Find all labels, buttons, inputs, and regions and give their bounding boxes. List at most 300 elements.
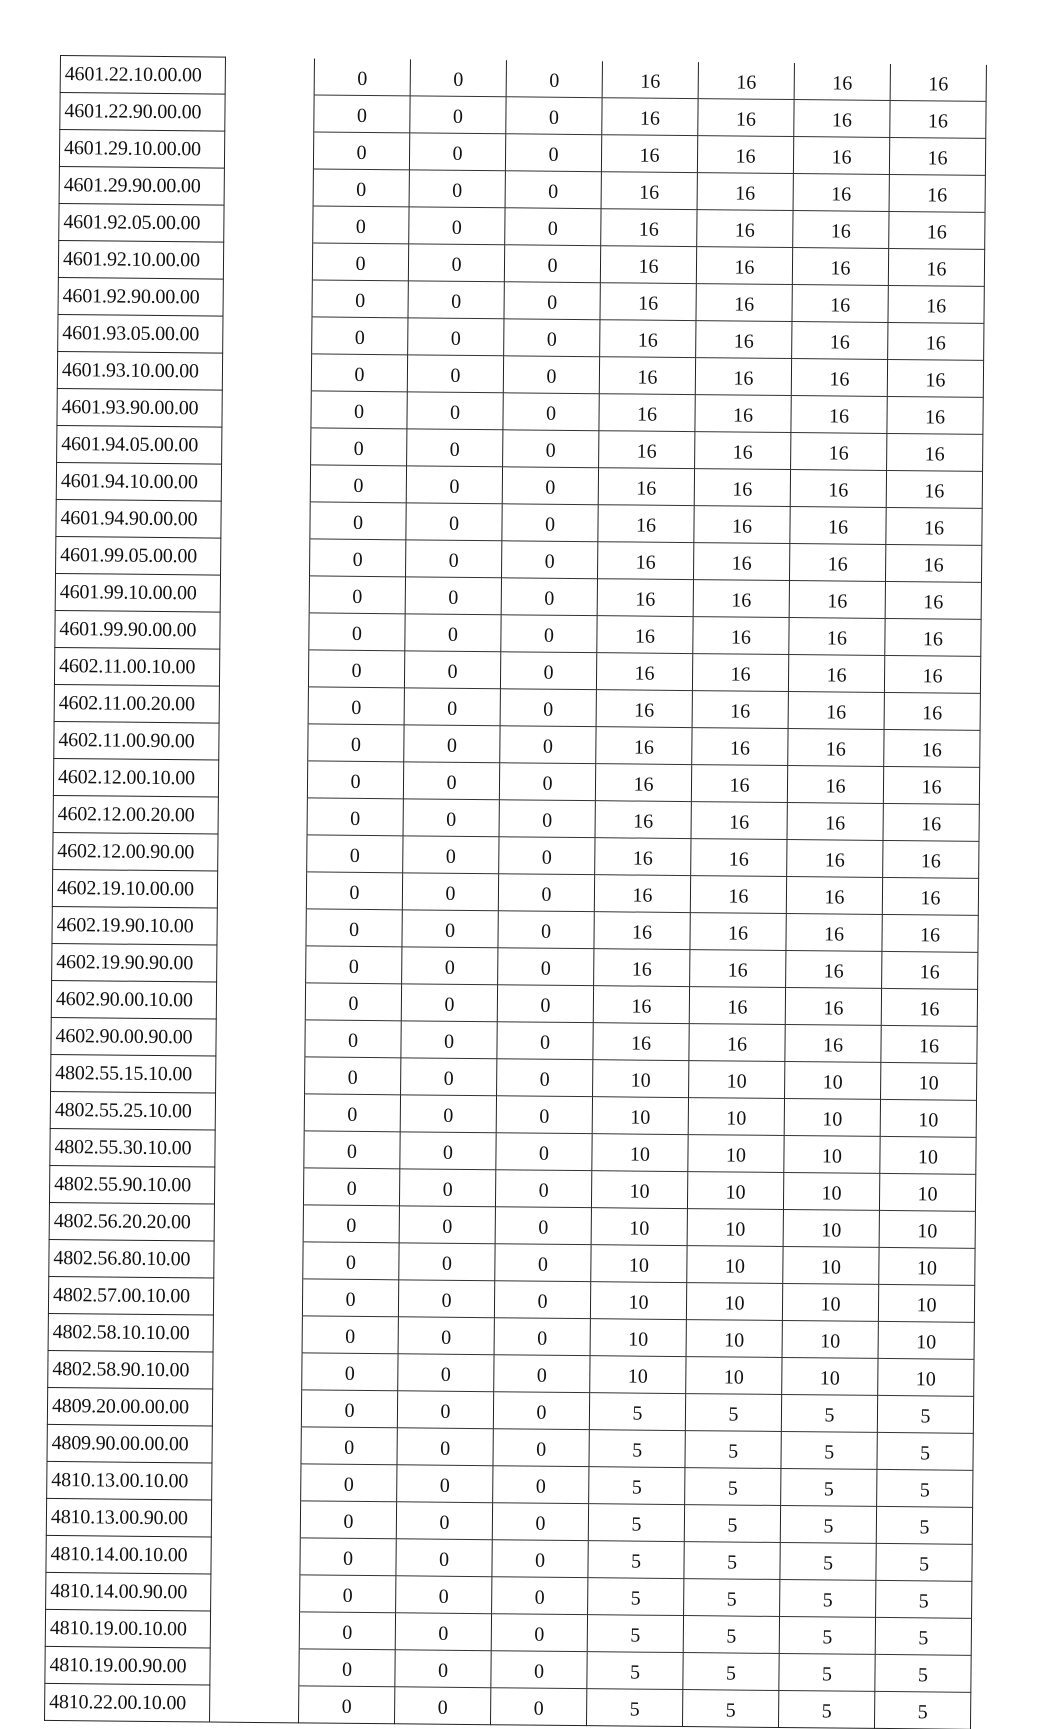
rate-cell: 16 bbox=[692, 727, 788, 765]
rate-cell: 16 bbox=[885, 581, 981, 619]
rate-cell: 16 bbox=[597, 615, 693, 653]
rate-cell: 5 bbox=[588, 1577, 684, 1615]
blank-cell bbox=[219, 649, 308, 687]
blank-cell bbox=[215, 1093, 304, 1131]
rate-cell: 0 bbox=[399, 1168, 495, 1206]
rate-cell: 0 bbox=[299, 1648, 395, 1686]
tariff-code-cell: 4602.19.90.90.00 bbox=[52, 943, 217, 982]
rate-cell: 16 bbox=[787, 839, 883, 877]
tariff-code-cell: 4601.29.10.00.00 bbox=[59, 129, 224, 168]
rate-cell: 5 bbox=[588, 1503, 684, 1541]
blank-cell bbox=[221, 501, 310, 539]
rate-cell: 5 bbox=[780, 1542, 876, 1580]
rate-cell: 16 bbox=[789, 617, 885, 655]
blank-cell bbox=[222, 390, 311, 428]
rate-cell: 5 bbox=[684, 1578, 780, 1616]
rate-cell: 0 bbox=[399, 1205, 495, 1243]
rate-cell: 16 bbox=[694, 505, 790, 543]
rate-cell: 16 bbox=[601, 208, 697, 246]
tariff-code-cell: 4601.92.10.00.00 bbox=[58, 240, 223, 279]
rate-cell: 16 bbox=[887, 396, 983, 434]
rate-cell: 0 bbox=[404, 650, 500, 688]
rate-cell: 5 bbox=[587, 1614, 683, 1652]
rate-cell: 16 bbox=[697, 135, 793, 173]
rate-cell: 0 bbox=[304, 1130, 400, 1168]
tariff-code-cell: 4601.99.05.00.00 bbox=[56, 536, 221, 575]
rate-cell: 0 bbox=[303, 1241, 399, 1279]
rate-cell: 0 bbox=[404, 687, 500, 725]
rate-cell: 16 bbox=[695, 431, 791, 469]
rate-cell: 5 bbox=[876, 1580, 972, 1618]
blank-cell bbox=[216, 1056, 305, 1094]
rate-cell: 16 bbox=[786, 913, 882, 951]
blank-cell bbox=[223, 242, 312, 280]
rate-cell: 0 bbox=[300, 1500, 396, 1538]
rate-cell: 16 bbox=[785, 1024, 881, 1062]
blank-cell bbox=[217, 945, 306, 983]
rate-cell: 16 bbox=[790, 469, 886, 507]
rate-cell: 10 bbox=[783, 1172, 879, 1210]
rate-cell: 0 bbox=[502, 466, 598, 504]
rate-cell: 16 bbox=[887, 359, 983, 397]
rate-cell: 16 bbox=[600, 282, 696, 320]
tariff-code-cell: 4601.99.10.00.00 bbox=[55, 573, 220, 612]
rate-cell: 16 bbox=[889, 174, 985, 212]
rate-cell: 0 bbox=[395, 1612, 491, 1650]
rate-cell: 10 bbox=[590, 1318, 686, 1356]
rate-cell: 10 bbox=[881, 1062, 977, 1100]
blank-cell bbox=[224, 205, 313, 243]
rate-cell: 0 bbox=[310, 501, 406, 539]
rate-cell: 0 bbox=[498, 910, 594, 948]
rate-cell: 10 bbox=[591, 1207, 687, 1245]
blank-cell bbox=[225, 57, 314, 94]
rate-cell: 0 bbox=[310, 464, 406, 502]
tariff-code-cell: 4802.57.00.10.00 bbox=[48, 1276, 213, 1315]
rate-cell: 0 bbox=[493, 1428, 589, 1466]
rate-cell: 5 bbox=[780, 1505, 876, 1543]
tariff-code-cell: 4602.12.00.90.00 bbox=[53, 832, 218, 871]
rate-cell: 10 bbox=[688, 1097, 784, 1135]
rate-cell: 0 bbox=[397, 1427, 493, 1465]
rate-cell: 0 bbox=[503, 355, 599, 393]
blank-cell bbox=[224, 168, 313, 206]
rate-cell: 10 bbox=[686, 1282, 782, 1320]
rate-cell: 16 bbox=[793, 173, 889, 211]
tariff-code-cell: 4810.14.00.10.00 bbox=[46, 1535, 211, 1574]
rate-cell: 0 bbox=[401, 983, 497, 1021]
rate-cell: 16 bbox=[789, 543, 885, 581]
rate-cell: 16 bbox=[884, 729, 980, 767]
rate-cell: 0 bbox=[395, 1649, 491, 1687]
rate-cell: 0 bbox=[497, 1021, 593, 1059]
blank-cell bbox=[221, 538, 310, 576]
blank-cell bbox=[210, 1685, 299, 1723]
rate-cell: 0 bbox=[500, 651, 596, 689]
rate-cell: 0 bbox=[302, 1278, 398, 1316]
rate-cell: 16 bbox=[787, 765, 883, 803]
tariff-code-cell: 4602.19.90.10.00 bbox=[52, 906, 217, 945]
rate-cell: 0 bbox=[492, 1502, 588, 1540]
rate-cell: 0 bbox=[400, 1094, 496, 1132]
rate-cell: 0 bbox=[499, 836, 595, 874]
rate-cell: 10 bbox=[785, 1061, 881, 1099]
rate-cell: 10 bbox=[784, 1098, 880, 1136]
rate-cell: 0 bbox=[400, 1131, 496, 1169]
rate-cell: 16 bbox=[599, 430, 695, 468]
rate-cell: 5 bbox=[685, 1393, 781, 1431]
rate-cell: 10 bbox=[878, 1358, 974, 1396]
rate-cell: 16 bbox=[787, 802, 883, 840]
blank-cell bbox=[222, 353, 311, 391]
rate-cell: 5 bbox=[589, 1429, 685, 1467]
tariff-code-cell: 4601.94.10.00.00 bbox=[56, 462, 221, 501]
blank-cell bbox=[212, 1389, 301, 1427]
blank-cell bbox=[217, 871, 306, 909]
blank-cell bbox=[215, 1130, 304, 1168]
rate-cell: 0 bbox=[312, 279, 408, 317]
rate-cell: 0 bbox=[495, 1169, 591, 1207]
rate-cell: 10 bbox=[782, 1357, 878, 1395]
rate-cell: 5 bbox=[875, 1617, 971, 1655]
rate-cell: 10 bbox=[880, 1136, 976, 1174]
rate-cell: 16 bbox=[885, 544, 981, 582]
rate-cell: 16 bbox=[881, 1025, 977, 1063]
rate-cell: 0 bbox=[401, 1020, 497, 1058]
blank-cell bbox=[211, 1574, 300, 1612]
rate-cell: 0 bbox=[303, 1204, 399, 1242]
rate-cell: 10 bbox=[591, 1244, 687, 1282]
rate-cell: 0 bbox=[307, 797, 403, 835]
rate-cell: 0 bbox=[408, 243, 504, 281]
rate-cell: 16 bbox=[600, 245, 696, 283]
rate-cell: 0 bbox=[492, 1576, 588, 1614]
rate-cell: 5 bbox=[684, 1541, 780, 1579]
table-row bbox=[45, 1683, 971, 1729]
rate-cell: 16 bbox=[593, 1022, 689, 1060]
rate-cell: 16 bbox=[794, 63, 890, 100]
rate-cell: 0 bbox=[302, 1315, 398, 1353]
rate-cell: 0 bbox=[406, 465, 502, 503]
rate-cell: 16 bbox=[596, 726, 692, 764]
rate-cell: 10 bbox=[880, 1099, 976, 1137]
rate-cell: 5 bbox=[587, 1651, 683, 1689]
rate-cell: 16 bbox=[884, 655, 980, 693]
rate-cell: 0 bbox=[301, 1463, 397, 1501]
rate-cell: 16 bbox=[793, 136, 889, 174]
rate-cell: 0 bbox=[314, 94, 410, 132]
rate-cell: 16 bbox=[599, 356, 695, 394]
blank-cell bbox=[225, 94, 314, 132]
rate-cell: 16 bbox=[886, 507, 982, 545]
rate-cell: 16 bbox=[595, 763, 691, 801]
rate-cell: 16 bbox=[595, 800, 691, 838]
rate-cell: 0 bbox=[395, 1686, 491, 1724]
rate-cell: 0 bbox=[308, 649, 404, 687]
rate-cell: 0 bbox=[397, 1390, 493, 1428]
rate-cell: 0 bbox=[307, 760, 403, 798]
rate-cell: 16 bbox=[887, 433, 983, 471]
rate-cell: 0 bbox=[496, 1132, 592, 1170]
tariff-table-body bbox=[45, 56, 987, 1729]
rate-cell: 16 bbox=[889, 137, 985, 175]
rate-cell: 10 bbox=[590, 1355, 686, 1393]
rate-cell: 16 bbox=[884, 692, 980, 730]
blank-cell bbox=[220, 575, 309, 613]
blank-cell bbox=[216, 1019, 305, 1057]
rate-cell: 0 bbox=[506, 60, 602, 97]
rate-cell: 0 bbox=[403, 761, 499, 799]
rate-cell: 0 bbox=[493, 1465, 589, 1503]
rate-cell: 5 bbox=[874, 1691, 970, 1729]
rate-cell: 16 bbox=[698, 62, 794, 99]
tariff-code-cell: 4602.11.00.20.00 bbox=[54, 684, 219, 723]
blank-cell bbox=[212, 1463, 301, 1501]
tariff-table bbox=[44, 55, 987, 1729]
scanned-page bbox=[44, 55, 985, 1729]
rate-cell: 10 bbox=[686, 1319, 782, 1357]
rate-cell: 16 bbox=[690, 912, 786, 950]
rate-cell: 16 bbox=[786, 950, 882, 988]
rate-cell: 0 bbox=[311, 390, 407, 428]
rate-cell: 0 bbox=[310, 538, 406, 576]
rate-cell: 0 bbox=[499, 762, 595, 800]
rate-cell: 0 bbox=[396, 1575, 492, 1613]
rate-cell: 5 bbox=[588, 1540, 684, 1578]
rate-cell: 5 bbox=[877, 1395, 973, 1433]
rate-cell: 10 bbox=[687, 1208, 783, 1246]
rate-cell: 0 bbox=[409, 132, 505, 170]
rate-cell: 0 bbox=[303, 1167, 399, 1205]
rate-cell: 5 bbox=[684, 1504, 780, 1542]
rate-cell: 0 bbox=[498, 947, 594, 985]
rate-cell: 16 bbox=[883, 766, 979, 804]
rate-cell: 16 bbox=[692, 653, 788, 691]
rate-cell: 5 bbox=[876, 1506, 972, 1544]
rate-cell: 0 bbox=[496, 1095, 592, 1133]
rate-cell: 16 bbox=[792, 321, 888, 359]
rate-cell: 0 bbox=[398, 1279, 494, 1317]
tariff-code-cell: 4601.29.90.00.00 bbox=[59, 166, 224, 205]
rate-cell: 0 bbox=[495, 1243, 591, 1281]
blank-cell bbox=[224, 131, 313, 169]
rate-cell: 16 bbox=[690, 949, 786, 987]
rate-cell: 0 bbox=[409, 206, 505, 244]
rate-cell: 0 bbox=[306, 871, 402, 909]
rate-cell: 10 bbox=[590, 1281, 686, 1319]
rate-cell: 0 bbox=[402, 909, 498, 947]
rate-cell: 10 bbox=[879, 1173, 975, 1211]
rate-cell: 16 bbox=[697, 172, 793, 210]
blank-cell bbox=[214, 1241, 303, 1279]
rate-cell: 16 bbox=[888, 322, 984, 360]
rate-cell: 0 bbox=[503, 392, 599, 430]
rate-cell: 16 bbox=[883, 803, 979, 841]
rate-cell: 10 bbox=[592, 1096, 688, 1134]
rate-cell: 16 bbox=[691, 764, 787, 802]
rate-cell: 0 bbox=[313, 131, 409, 169]
rate-cell: 5 bbox=[876, 1543, 972, 1581]
rate-cell: 0 bbox=[501, 614, 597, 652]
tariff-code-cell: 4602.19.10.00.00 bbox=[52, 869, 217, 908]
rate-cell: 10 bbox=[688, 1134, 784, 1172]
rate-cell: 0 bbox=[492, 1539, 588, 1577]
rate-cell: 10 bbox=[879, 1210, 975, 1248]
rate-cell: 0 bbox=[397, 1464, 493, 1502]
rate-cell: 0 bbox=[313, 168, 409, 206]
rate-cell: 16 bbox=[593, 985, 689, 1023]
rate-cell: 16 bbox=[600, 319, 696, 357]
tariff-code-cell: 4601.94.90.00.00 bbox=[56, 499, 221, 538]
rate-cell: 0 bbox=[401, 1057, 497, 1095]
rate-cell: 16 bbox=[882, 877, 978, 915]
rate-cell: 16 bbox=[789, 580, 885, 618]
rate-cell: 16 bbox=[791, 432, 887, 470]
rate-cell: 16 bbox=[598, 467, 694, 505]
rate-cell: 0 bbox=[299, 1685, 395, 1723]
tariff-code-cell: 4810.19.00.10.00 bbox=[45, 1609, 210, 1648]
rate-cell: 16 bbox=[792, 247, 888, 285]
rate-cell: 0 bbox=[494, 1280, 590, 1318]
rate-cell: 0 bbox=[406, 539, 502, 577]
rate-cell: 5 bbox=[779, 1616, 875, 1654]
rate-cell: 0 bbox=[308, 686, 404, 724]
rate-cell: 10 bbox=[879, 1247, 975, 1285]
rate-cell: 0 bbox=[306, 945, 402, 983]
rate-cell: 16 bbox=[882, 914, 978, 952]
rate-cell: 0 bbox=[402, 946, 498, 984]
rate-cell: 0 bbox=[301, 1389, 397, 1427]
rate-cell: 16 bbox=[595, 837, 691, 875]
rate-cell: 0 bbox=[490, 1687, 586, 1725]
rate-cell: 0 bbox=[398, 1353, 494, 1391]
rate-cell: 10 bbox=[689, 1060, 785, 1098]
blank-cell bbox=[220, 612, 309, 650]
rate-cell: 0 bbox=[500, 688, 596, 726]
rate-cell: 16 bbox=[888, 285, 984, 323]
rate-cell: 5 bbox=[586, 1688, 682, 1726]
tariff-code-cell: 4802.55.25.10.00 bbox=[50, 1091, 215, 1130]
rate-cell: 0 bbox=[497, 1058, 593, 1096]
rate-cell: 16 bbox=[792, 284, 888, 322]
rate-cell: 0 bbox=[407, 428, 503, 466]
rate-cell: 5 bbox=[780, 1579, 876, 1617]
rate-cell: 16 bbox=[888, 248, 984, 286]
tariff-code-cell: 4602.90.00.90.00 bbox=[51, 1017, 216, 1056]
tariff-code-cell: 4810.13.00.10.00 bbox=[47, 1461, 212, 1500]
rate-cell: 10 bbox=[593, 1059, 689, 1097]
tariff-code-cell: 4802.58.10.10.00 bbox=[48, 1313, 213, 1352]
blank-cell bbox=[211, 1500, 300, 1538]
tariff-code-cell: 4802.58.90.10.00 bbox=[48, 1350, 213, 1389]
rate-cell: 0 bbox=[494, 1317, 590, 1355]
rate-cell: 10 bbox=[783, 1209, 879, 1247]
tariff-code-cell: 4802.56.20.20.00 bbox=[49, 1202, 214, 1241]
rate-cell: 0 bbox=[502, 503, 598, 541]
rate-cell: 0 bbox=[307, 834, 403, 872]
rate-cell: 0 bbox=[300, 1574, 396, 1612]
blank-cell bbox=[210, 1648, 299, 1686]
rate-cell: 0 bbox=[407, 354, 503, 392]
rate-cell: 16 bbox=[791, 395, 887, 433]
rate-cell: 16 bbox=[881, 988, 977, 1026]
rate-cell: 0 bbox=[313, 205, 409, 243]
rate-cell: 16 bbox=[882, 951, 978, 989]
tariff-code-cell: 4601.22.10.00.00 bbox=[60, 56, 225, 94]
tariff-code-cell: 4601.93.10.00.00 bbox=[57, 351, 222, 390]
rate-cell: 0 bbox=[506, 96, 602, 134]
tariff-code-cell: 4601.93.05.00.00 bbox=[58, 314, 223, 353]
blank-cell bbox=[218, 760, 307, 798]
rate-cell: 0 bbox=[504, 281, 600, 319]
blank-cell bbox=[221, 464, 310, 502]
rate-cell: 16 bbox=[695, 357, 791, 395]
tariff-code-cell: 4810.14.00.90.00 bbox=[46, 1572, 211, 1611]
tariff-code-cell: 4601.22.90.00.00 bbox=[60, 92, 225, 131]
rate-cell: 0 bbox=[499, 799, 595, 837]
rate-cell: 5 bbox=[589, 1466, 685, 1504]
tariff-code-cell: 4802.55.15.10.00 bbox=[51, 1054, 216, 1093]
blank-cell bbox=[219, 686, 308, 724]
blank-cell bbox=[223, 279, 312, 317]
tariff-code-cell: 4601.92.90.00.00 bbox=[58, 277, 223, 316]
rate-cell: 16 bbox=[890, 100, 986, 138]
rate-cell: 5 bbox=[781, 1431, 877, 1469]
tariff-code-cell: 4602.11.00.90.00 bbox=[54, 721, 219, 760]
rate-cell: 16 bbox=[598, 504, 694, 542]
rate-cell: 0 bbox=[406, 502, 502, 540]
rate-cell: 0 bbox=[494, 1354, 590, 1392]
rate-cell: 0 bbox=[502, 540, 598, 578]
rate-cell: 10 bbox=[784, 1135, 880, 1173]
tariff-code-cell: 4810.13.00.90.00 bbox=[46, 1498, 211, 1537]
rate-cell: 16 bbox=[692, 690, 788, 728]
rate-cell: 0 bbox=[304, 1093, 400, 1131]
rate-cell: 0 bbox=[407, 391, 503, 429]
rate-cell: 0 bbox=[505, 170, 601, 208]
tariff-code-cell: 4602.90.00.10.00 bbox=[51, 980, 216, 1019]
tariff-code-cell: 4601.93.90.00.00 bbox=[57, 388, 222, 427]
rate-cell: 0 bbox=[404, 724, 500, 762]
rate-cell: 16 bbox=[698, 98, 794, 136]
rate-cell: 16 bbox=[791, 358, 887, 396]
rate-cell: 0 bbox=[410, 59, 506, 96]
rate-cell: 16 bbox=[697, 209, 793, 247]
rate-cell: 0 bbox=[495, 1206, 591, 1244]
rate-cell: 16 bbox=[790, 506, 886, 544]
rate-cell: 0 bbox=[301, 1426, 397, 1464]
blank-cell bbox=[210, 1611, 299, 1649]
rate-cell: 0 bbox=[501, 577, 597, 615]
rate-cell: 16 bbox=[594, 911, 690, 949]
rate-cell: 5 bbox=[875, 1654, 971, 1692]
rate-cell: 5 bbox=[877, 1469, 973, 1507]
rate-cell: 16 bbox=[788, 691, 884, 729]
tariff-code-cell: 4802.55.90.10.00 bbox=[49, 1165, 214, 1204]
rate-cell: 5 bbox=[589, 1392, 685, 1430]
blank-cell bbox=[219, 723, 308, 761]
rate-cell: 0 bbox=[305, 982, 401, 1020]
rate-cell: 0 bbox=[311, 353, 407, 391]
rate-cell: 5 bbox=[779, 1653, 875, 1691]
rate-cell: 0 bbox=[309, 612, 405, 650]
rate-cell: 0 bbox=[399, 1242, 495, 1280]
rate-cell: 0 bbox=[396, 1501, 492, 1539]
rate-cell: 10 bbox=[782, 1283, 878, 1321]
blank-cell bbox=[213, 1278, 302, 1316]
rate-cell: 0 bbox=[504, 244, 600, 282]
rate-cell: 16 bbox=[693, 579, 789, 617]
